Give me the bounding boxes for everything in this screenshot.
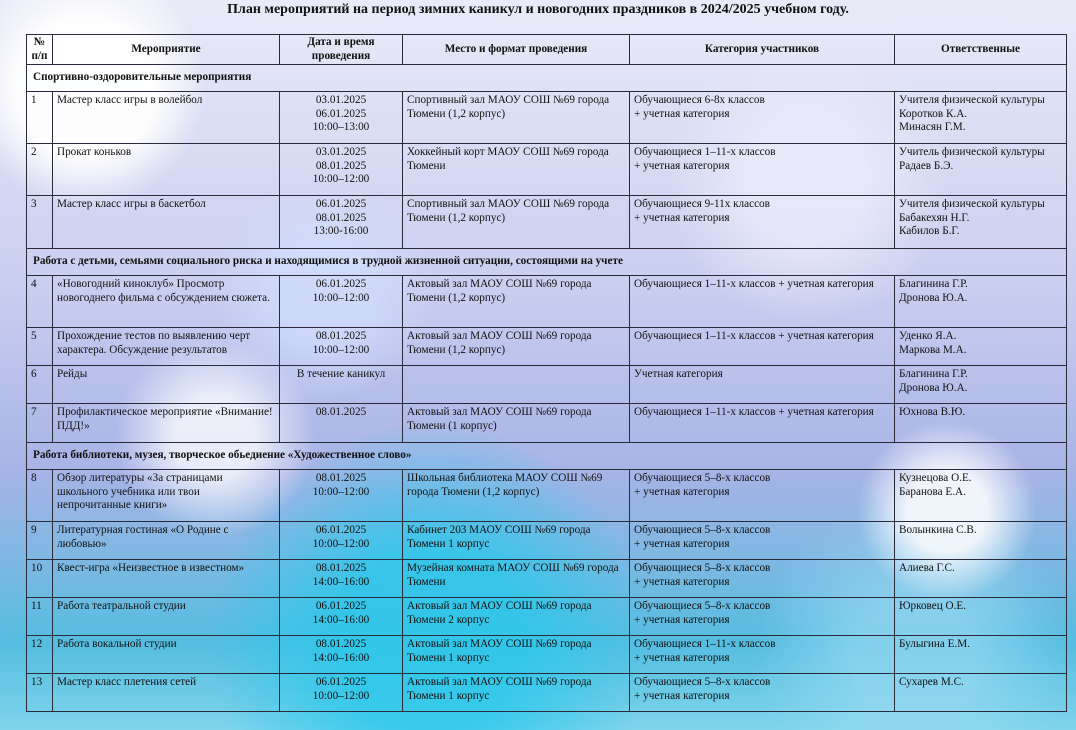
event-place: Музейная комната МАОУ СОШ №69 города Тюмени — [403, 560, 630, 598]
row-number: 8 — [27, 470, 53, 522]
event-responsible — [895, 404, 1067, 443]
date-line: 14:00–16:00 — [312, 575, 370, 588]
event-name: Мастер класс плетения сетей — [53, 674, 280, 712]
event-place: Актовый зал МАОУ СОШ №69 города Тюмени 1 корпус — [403, 674, 630, 712]
date-line: 08.01.2025 — [315, 159, 367, 172]
event-name: Прокат коньков — [53, 144, 280, 196]
event-name: Обзор литературы «За страницами школьного учебника или твои непрочитанные книги» — [53, 470, 280, 522]
section-row — [27, 65, 1067, 92]
event-responsible — [895, 276, 1067, 328]
event-place: Актовый зал МАОУ СОШ №69 города Тюмени (1 корпус) — [403, 404, 630, 443]
event-name: Литературная гостиная «О Родине с любовью» — [53, 522, 280, 560]
responsible-name: Сухарев М.С. — [899, 676, 964, 689]
event-responsible — [895, 522, 1067, 560]
event-place — [403, 366, 630, 404]
date-line: 06.01.2025 — [315, 600, 367, 613]
section-title: Работа библиотеки, музея, творческое обьедиение «Художественное слово» — [27, 443, 1067, 470]
table-row — [27, 404, 1067, 443]
row-number: 13 — [27, 674, 53, 712]
category-line: Обучающиеся 5–8-х классов — [634, 676, 771, 689]
responsible-name: Кабилов Б.Г. — [899, 225, 960, 238]
event-category — [630, 636, 895, 674]
responsible-name: Кузнецова О.Е. — [899, 472, 972, 485]
event-date — [280, 92, 403, 144]
responsible-name: Учителя физической культуры — [899, 94, 1045, 107]
responsible-name: Булыгина Е.М. — [899, 638, 971, 651]
event-responsible — [895, 470, 1067, 522]
event-category — [630, 560, 895, 598]
date-line: 06.01.2025 — [315, 198, 367, 211]
event-category — [630, 522, 895, 560]
date-line: 10:00–12:00 — [312, 689, 370, 702]
event-name: «Новогодний киноклуб» Просмотр новогоднего фильма с обсуждением сюжета. — [53, 276, 280, 328]
event-date — [280, 144, 403, 196]
section-title: Работа с детьми, семьями социального риска и находящимися в трудной жизненной ситуации, состоящими на учете — [27, 249, 1067, 276]
responsible-name: Радаев Б.Э. — [899, 159, 954, 172]
table-row — [27, 366, 1067, 404]
category-line: Обучающиеся 1–11-х классов + учетная категория — [634, 278, 874, 291]
event-name: Мастер класс игры в баскетбол — [53, 196, 280, 249]
date-line: 14:00–16:00 — [312, 651, 370, 664]
table-row — [27, 470, 1067, 522]
category-line: + учетная категория — [634, 575, 730, 588]
event-place: Спортивный зал МАОУ СОШ №69 города Тюмени (1,2 корпус) — [403, 92, 630, 144]
responsible-name: Баранова Е.А. — [899, 485, 966, 498]
document-title: План мероприятий на период зимних каникул и новогодних праздников в 2024/2025 учебном году. — [227, 2, 849, 17]
event-category — [630, 328, 895, 366]
event-category — [630, 404, 895, 443]
row-number: 4 — [27, 276, 53, 328]
category-line: Обучающиеся 1–11-х классов + учетная категория — [634, 406, 874, 419]
column-header-place: Место и формат проведения — [403, 35, 630, 65]
responsible-name: Благинина Г.Р. — [899, 278, 968, 291]
responsible-name: Коротков К.А. — [899, 107, 968, 120]
column-header-responsible: Ответственные — [895, 35, 1067, 65]
date-line: 14:00–16:00 — [312, 613, 370, 626]
section-title: Спортивно-оздоровительные мероприятия — [27, 65, 1067, 92]
category-line: + учетная категория — [634, 211, 730, 224]
date-line: 10:00–12:00 — [312, 485, 370, 498]
date-line: 08.01.2025 — [315, 562, 367, 575]
event-name: Прохождение тестов по выявлению черт характера. Обсуждение результатов — [53, 328, 280, 366]
category-line: + учетная категория — [634, 613, 730, 626]
event-category — [630, 366, 895, 404]
event-date — [280, 636, 403, 674]
event-responsible — [895, 196, 1067, 249]
date-line: 08.01.2025 — [315, 211, 367, 224]
row-number: 12 — [27, 636, 53, 674]
event-category — [630, 144, 895, 196]
event-date — [280, 598, 403, 636]
responsible-name: Уденко Я.А. — [899, 330, 957, 343]
event-date — [280, 470, 403, 522]
category-line: Обучающиеся 1–11-х классов — [634, 146, 776, 159]
event-date — [280, 366, 403, 404]
table-row — [27, 674, 1067, 712]
responsible-name: Дронова Ю.А. — [899, 291, 968, 304]
responsible-name: Дронова Ю.А. — [899, 381, 968, 394]
category-line: Учетная категория — [634, 368, 723, 381]
event-responsible — [895, 328, 1067, 366]
event-date — [280, 404, 403, 443]
row-number: 5 — [27, 328, 53, 366]
category-line: + учетная категория — [634, 537, 730, 550]
row-number: 1 — [27, 92, 53, 144]
row-number: 11 — [27, 598, 53, 636]
category-line: Обучающиеся 9-11х классов — [634, 198, 770, 211]
section-row — [27, 443, 1067, 470]
table-row — [27, 328, 1067, 366]
date-line: 06.01.2025 — [315, 278, 367, 291]
responsible-name: Благинина Г.Р. — [899, 368, 968, 381]
category-line: Обучающиеся 1–11-х классов — [634, 638, 776, 651]
section-row — [27, 249, 1067, 276]
event-responsible — [895, 674, 1067, 712]
responsible-name: Маркова М.А. — [899, 343, 967, 356]
row-number: 6 — [27, 366, 53, 404]
event-date — [280, 328, 403, 366]
responsible-name: Волынкина С.В. — [899, 524, 977, 537]
category-line: + учетная категория — [634, 689, 730, 702]
responsible-name: Юрковец О.Е. — [899, 600, 967, 613]
date-line: 06.01.2025 — [315, 107, 367, 120]
event-date — [280, 196, 403, 249]
category-line: Обучающиеся 1–11-х классов + учетная категория — [634, 330, 874, 343]
event-place: Школьная библиотека МАОУ СОШ №69 города Тюмени (1,2 корпус) — [403, 470, 630, 522]
event-category — [630, 276, 895, 328]
column-header-number: № п/п — [27, 35, 53, 65]
date-line: 10:00–12:00 — [312, 537, 370, 550]
date-line: 10:00–13:00 — [312, 121, 370, 134]
responsible-name: Юхнова В.Ю. — [899, 406, 966, 419]
table-row — [27, 276, 1067, 328]
date-line: 03.01.2025 — [315, 146, 367, 159]
event-name: Профилактическое мероприятие «Внимание! ПДД!» — [53, 404, 280, 443]
event-responsible — [895, 92, 1067, 144]
event-name: Квест-игра «Неизвестное в известном» — [53, 560, 280, 598]
event-date — [280, 674, 403, 712]
responsible-name: Алиева Г.С. — [899, 562, 955, 575]
event-name: Рейды — [53, 366, 280, 404]
event-place: Актовый зал МАОУ СОШ №69 города Тюмени (1,2 корпус) — [403, 328, 630, 366]
date-line: 10:00–12:00 — [312, 291, 370, 304]
date-line: 08.01.2025 — [315, 406, 367, 419]
row-number: 3 — [27, 196, 53, 249]
event-date — [280, 276, 403, 328]
date-line: 08.01.2025 — [315, 330, 367, 343]
date-line: 10:00–12:00 — [312, 173, 370, 186]
date-line: 10:00–12:00 — [312, 343, 370, 356]
event-responsible — [895, 366, 1067, 404]
category-line: Обучающиеся 6-8х классов — [634, 94, 765, 107]
table-body — [27, 65, 1067, 712]
category-line: Обучающиеся 5–8-х классов — [634, 600, 771, 613]
event-category — [630, 674, 895, 712]
event-name: Работа театральной студии — [53, 598, 280, 636]
table-row — [27, 522, 1067, 560]
event-place: Кабинет 203 МАОУ СОШ №69 города Тюмени 1 корпус — [403, 522, 630, 560]
column-header-category: Категория участников — [630, 35, 895, 65]
responsible-name: Учителя физической культуры — [899, 198, 1045, 211]
row-number: 2 — [27, 144, 53, 196]
category-line: + учетная категория — [634, 485, 730, 498]
date-line: 08.01.2025 — [315, 472, 367, 485]
event-place: Актовый зал МАОУ СОШ №69 города Тюмени (1,2 корпус) — [403, 276, 630, 328]
event-name: Работа вокальной студии — [53, 636, 280, 674]
table-row — [27, 196, 1067, 249]
date-line: 13:00-16:00 — [313, 225, 369, 238]
table-row — [27, 144, 1067, 196]
row-number: 7 — [27, 404, 53, 443]
table-header-row — [27, 35, 1067, 65]
category-line: Обучающиеся 5–8-х классов — [634, 524, 771, 537]
event-category — [630, 470, 895, 522]
column-header-event: Мероприятие — [53, 35, 280, 65]
events-table — [26, 34, 1067, 712]
column-header-date: Дата и время проведения — [280, 35, 403, 65]
table-row — [27, 560, 1067, 598]
responsible-name: Бабакехян Н.Г. — [899, 211, 970, 224]
event-category — [630, 92, 895, 144]
date-line: 08.01.2025 — [315, 638, 367, 651]
event-place: Хоккейный корт МАОУ СОШ №69 города Тюмени — [403, 144, 630, 196]
category-line: Обучающиеся 5–8-х классов — [634, 472, 771, 485]
table-row — [27, 92, 1067, 144]
responsible-name: Минасян Г.М. — [899, 121, 966, 134]
category-line: Обучающиеся 5–8-х классов — [634, 562, 771, 575]
event-place: Актовый зал МАОУ СОШ №69 города Тюмени 1 корпус — [403, 636, 630, 674]
date-line: 03.01.2025 — [315, 94, 367, 107]
event-category — [630, 196, 895, 249]
category-line: + учетная категория — [634, 107, 730, 120]
event-place: Актовый зал МАОУ СОШ №69 города Тюмени 2 корпус — [403, 598, 630, 636]
row-number: 10 — [27, 560, 53, 598]
table-row — [27, 598, 1067, 636]
event-responsible — [895, 598, 1067, 636]
event-responsible — [895, 636, 1067, 674]
table-row — [27, 636, 1067, 674]
event-responsible — [895, 144, 1067, 196]
category-line: + учетная категория — [634, 651, 730, 664]
event-place: Спортивный зал МАОУ СОШ №69 города Тюмени (1,2 корпус) — [403, 196, 630, 249]
event-category — [630, 598, 895, 636]
responsible-name: Учитель физической культуры — [899, 146, 1045, 159]
date-line: 06.01.2025 — [315, 524, 367, 537]
event-date — [280, 560, 403, 598]
date-line: В течение каникул — [296, 368, 386, 381]
event-date — [280, 522, 403, 560]
date-line: 06.01.2025 — [315, 676, 367, 689]
category-line: + учетная категория — [634, 159, 730, 172]
event-name: Мастер класс игры в волейбол — [53, 92, 280, 144]
event-responsible — [895, 560, 1067, 598]
row-number: 9 — [27, 522, 53, 560]
